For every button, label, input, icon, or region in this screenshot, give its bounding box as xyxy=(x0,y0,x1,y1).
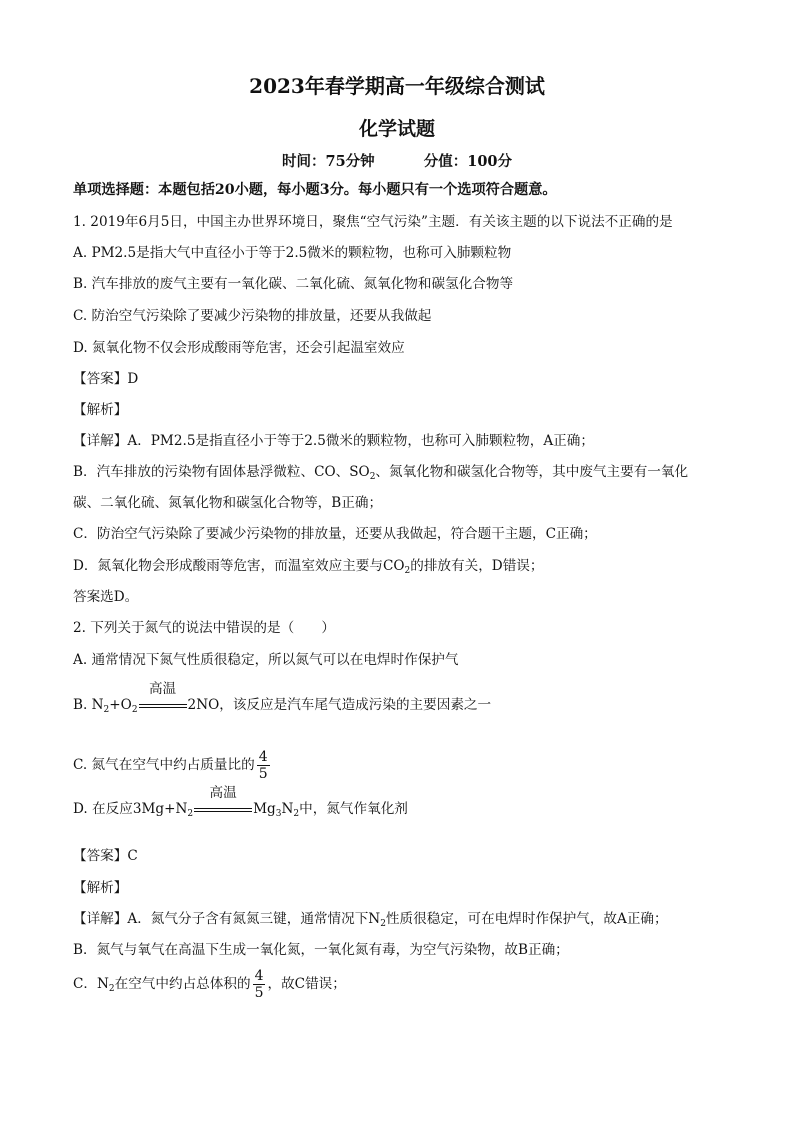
exam-score: 分值：100分 xyxy=(423,153,513,170)
q1-detail-b-line1: B．汽车排放的污染物有固体悬浮微粒、CO、$SO_2$、氮氧化物和碳氢化合物等，其中废气主要有一氧化 xyxy=(73,464,689,482)
q1-detail-c: C．防治空气污染除了要减少污染物的排放量，还要从我做起，符合题干主题，C正确； xyxy=(73,526,597,542)
fraction: $\frac{4}{5}$ xyxy=(258,749,268,782)
q1-option-c: C. 防治空气污染除了要减少污染物的排放量，还要从我做起 xyxy=(73,308,432,324)
q2-option-a: A. 通常情况下氮气性质很稳定，所以氮气可以在电焊时作保护气 xyxy=(73,652,459,668)
q1-option-a: A. PM2.5是指大气中直径小于等于2.5微米的颗粒物，也称可入肺颗粒物 xyxy=(73,245,512,261)
q1-conclusion: 答案选D。 xyxy=(73,589,139,605)
q2-option-b: B. $N_2+O_2$ 高温 2NO，该反应是汽车尾气造成污染的主要因素之一 xyxy=(73,680,492,715)
q2-analysis-label: 【解析】 xyxy=(73,880,128,896)
q1-option-b: B. 汽车排放的废气主要有一氧化碳、二氧化硫、氮氧化物和碳氢化合物等 xyxy=(73,276,514,292)
q2-stem: 2. 下列关于氮气的说法中错误的是（ ） xyxy=(73,620,335,636)
q1-analysis-label: 【解析】 xyxy=(73,402,128,418)
q1-detail-a: 【详解】A．PM2.5是指直径小于等于2.5微米的颗粒物，也称可入肺颗粒物，A正确； xyxy=(73,433,594,449)
q2-detail-a: 【详解】A．氮气分子含有氮氮三键，通常情况下$N_2$性质很稳定，可在电焊时作保护气，故A正确； xyxy=(73,911,668,929)
q2-option-d: D. 在反应$3Mg+N_2$ 高温 $Mg_3N_2$中，氮气作氧化剂 xyxy=(73,784,408,819)
q1-detail-b-line2: 碳、二氧化硫、氮氧化物和碳氢化合物等，B正确； xyxy=(73,495,383,511)
q1-detail-d: D．氮氧化物会形成酸雨等危害，而温室效应主要与$CO_2$的排放有关，D错误； xyxy=(73,558,544,576)
q2-option-c: C. 氮气在空气中约占质量比的 $\frac{4}{5}$ xyxy=(73,749,268,782)
q1-option-d: D. 氮氧化物不仅会形成酸雨等危害，还会引起温室效应 xyxy=(73,340,405,356)
section-heading: 单项选择题：本题包括20小题，每小题3分。每小题只有一个选项符合题意。 xyxy=(73,182,557,198)
q2-answer: 【答案】C xyxy=(73,848,138,864)
reaction-condition-arrow: 高温 xyxy=(139,696,187,716)
fraction: $\frac{4}{5}$ xyxy=(254,968,264,1001)
exam-subject: 化学试题 xyxy=(358,118,435,140)
exam-title: 2023年春学期高一年级综合测试 xyxy=(249,74,545,98)
exam-time: 时间：75分钟 xyxy=(281,153,375,170)
q1-stem: 1. 2019年6月5日，中国主办世界环境日，聚焦“空气污染”主题．有关该主题的以下说法不正确的是 xyxy=(73,214,673,230)
reaction-condition-arrow: 高温 xyxy=(194,800,252,820)
q2-detail-c: C．$N_2$在空气中约占总体积的 $\frac{4}{5}$ ，故C错误； xyxy=(73,968,346,1001)
q2-detail-b: B．氮气与氧气在高温下生成一氧化氮，一氧化氮有毒，为空气污染物，故B正确； xyxy=(73,942,569,958)
exam-meta xyxy=(0,150,794,171)
q1-answer: 【答案】D xyxy=(73,371,139,387)
